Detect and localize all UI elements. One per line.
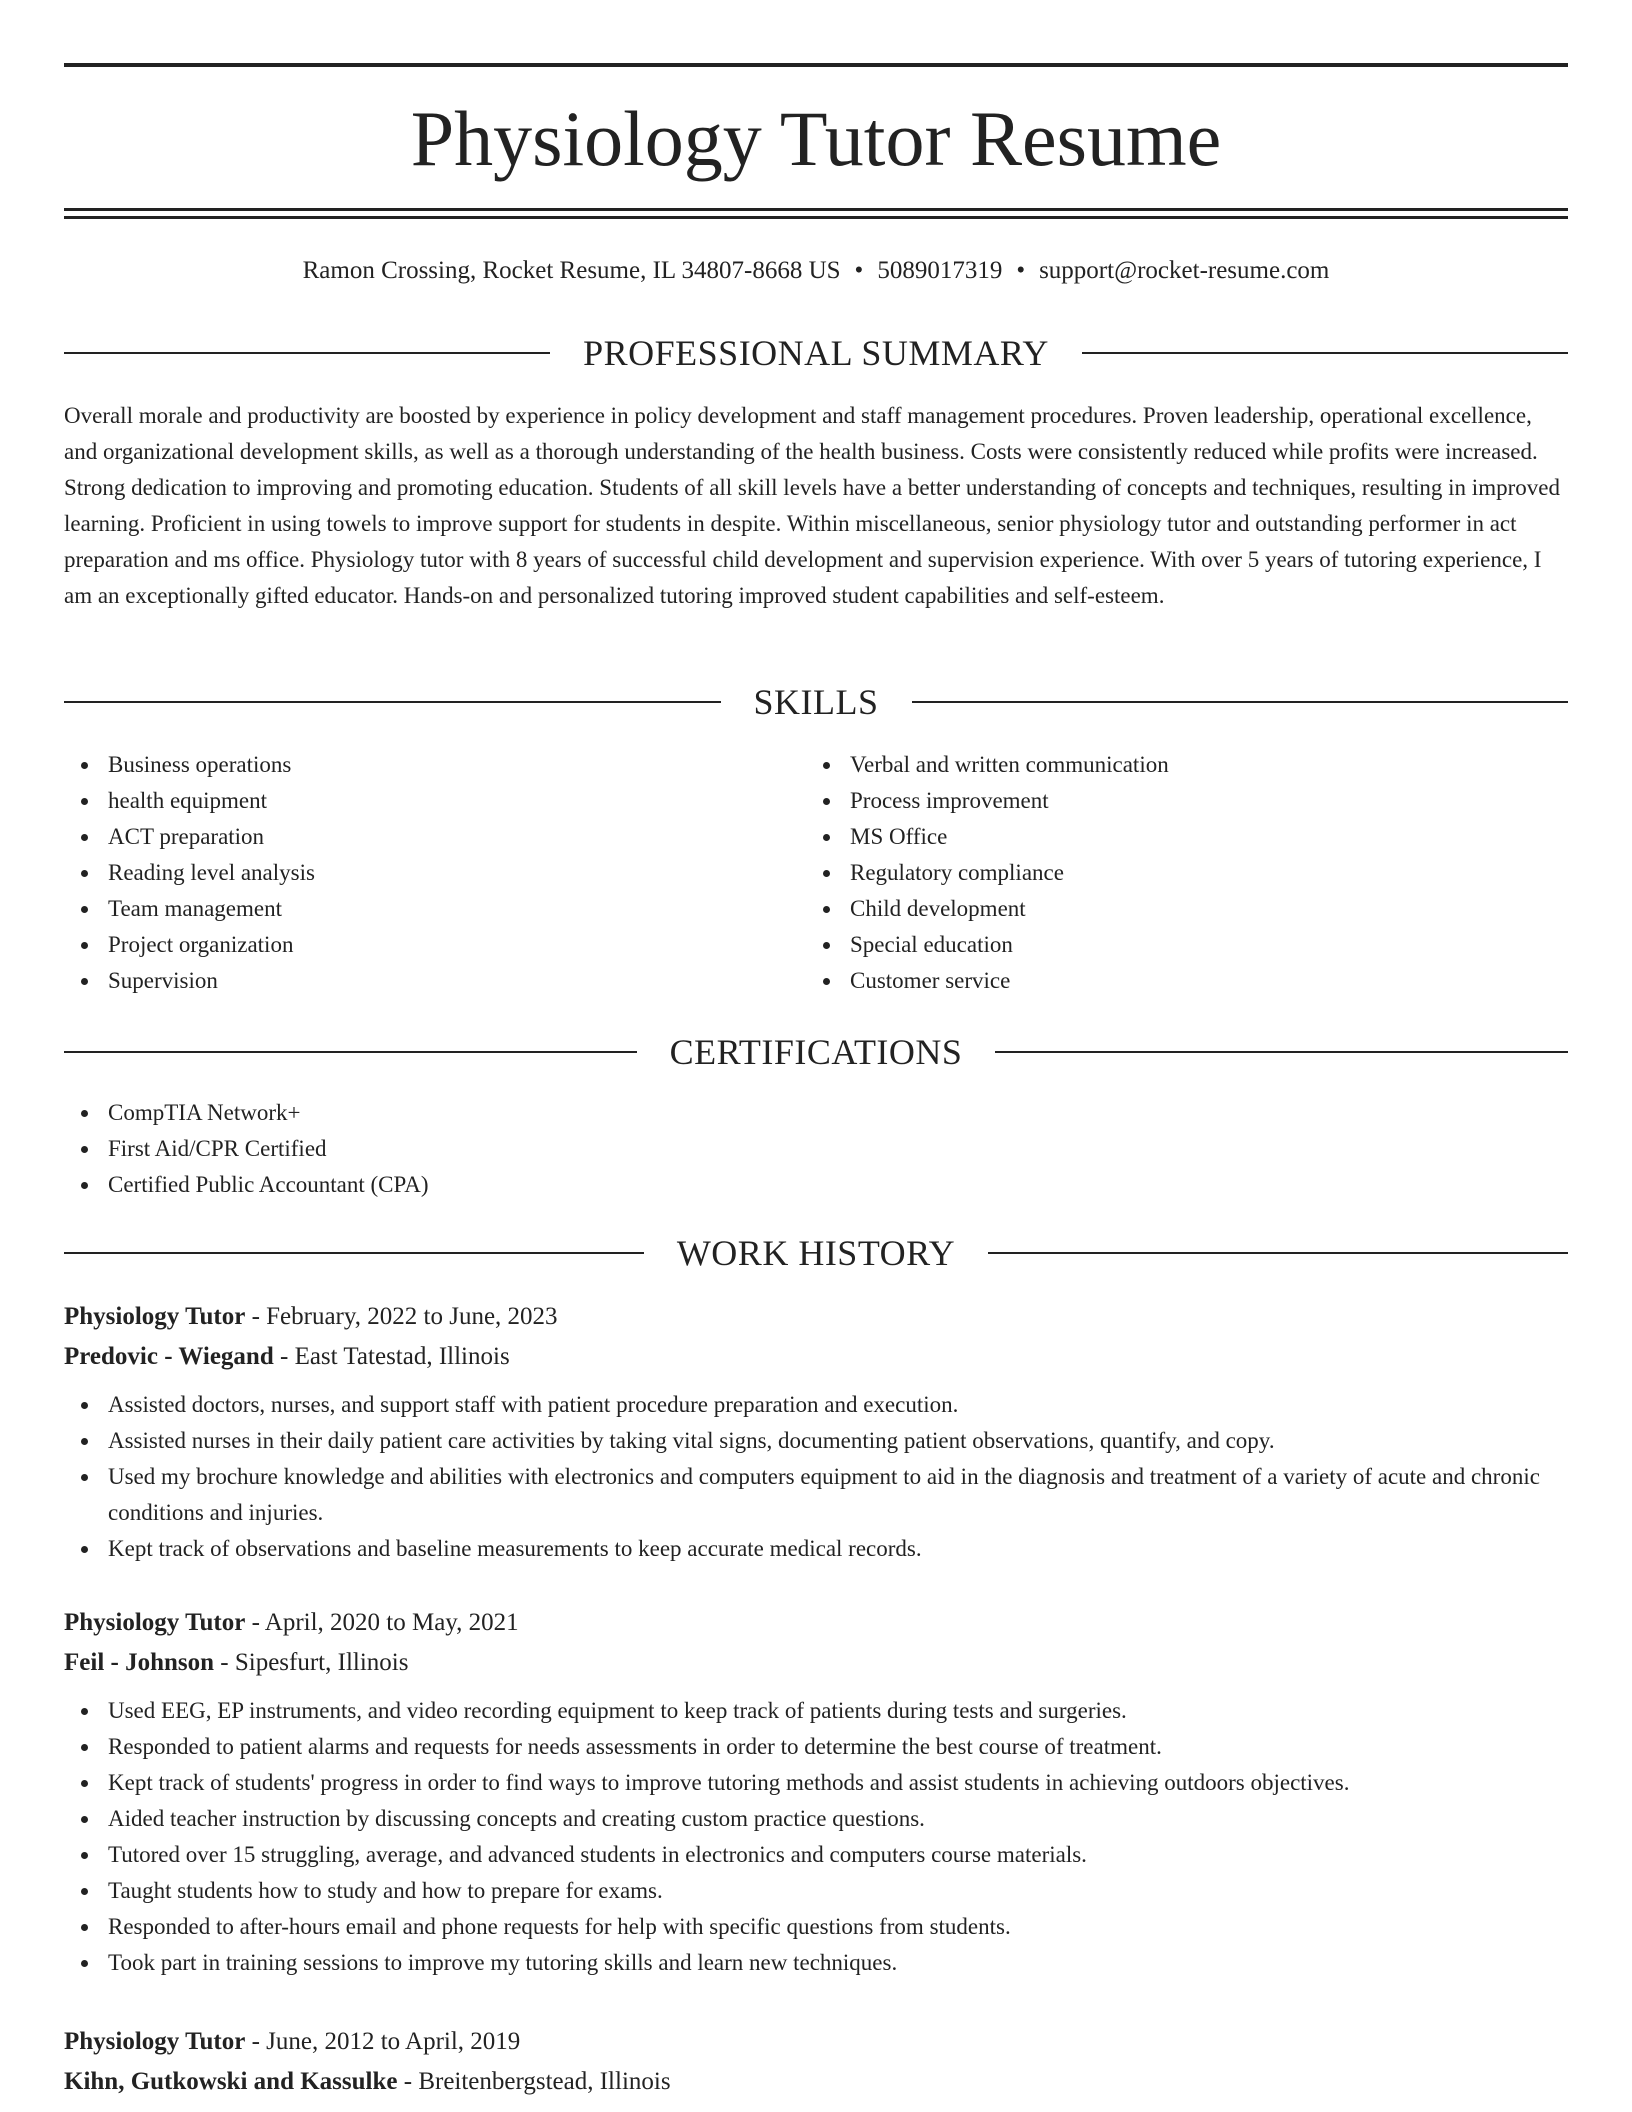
bullet-dot: [81, 1146, 88, 1153]
job-bullet-text: Used my brochure knowledge and abilities with electronics and computers equipment to aid in the diagnosis and treatment of a variety of acute and chronic conditions and injuries.: [108, 1464, 1540, 1525]
job-bullet: [64, 1693, 1568, 1729]
job-bullets: [64, 1693, 1568, 1981]
job-bullets: [64, 1387, 1568, 1567]
certification-item: [64, 1095, 1568, 1131]
skill-text: Regulatory compliance: [850, 860, 1064, 885]
bullet-dot: [81, 1888, 88, 1895]
heading-rule: [64, 352, 550, 354]
contact-line: [64, 254, 1568, 288]
bullet-dot: [81, 1852, 88, 1859]
job-dash: -: [245, 2028, 267, 2055]
contact-address: Ramon Crossing, Rocket Resume, IL 34807-8668 US: [302, 257, 841, 284]
bullet-dot: [81, 1546, 88, 1553]
section-heading-skills: [64, 680, 1568, 724]
job-bullet-text: Assisted nurses in their daily patient care activities by taking vital signs, documenting patient observations, quantify, and copy.: [108, 1428, 1275, 1453]
job-bullet-text: Aided teacher instruction by discussing concepts and creating custom practice questions.: [108, 1806, 925, 1831]
job-bullet-text: Took part in training sessions to improve my tutoring skills and learn new techniques.: [108, 1950, 898, 1975]
heading-rule: [912, 701, 1569, 703]
skill-text: Verbal and written communication: [850, 752, 1169, 777]
job-company-line: [64, 2062, 1568, 2102]
certification-text: First Aid/CPR Certified: [108, 1136, 327, 1161]
contact-email: support@rocket-resume.com: [1039, 257, 1330, 284]
job-entry: [64, 2022, 1568, 2102]
section-title: SKILLS: [753, 682, 879, 722]
skill-text: health equipment: [108, 788, 268, 813]
job-entry: [64, 1297, 1568, 1567]
job-company-line: [64, 1337, 1568, 1377]
bullet-dot: [81, 978, 88, 985]
job-bullet: [64, 1945, 1568, 1981]
job-bullet: [64, 1909, 1568, 1945]
bullet-dot: [81, 1402, 88, 1409]
skill-item: [64, 819, 764, 855]
bullet-dot: [823, 762, 830, 769]
bullet-dot: [81, 1960, 88, 1967]
bullet-dot: [81, 1110, 88, 1117]
job-title: Physiology Tutor: [64, 1303, 246, 1330]
job-dash: -: [273, 1343, 295, 1370]
job-bullet-text: Tutored over 15 struggling, average, and advanced students in electronics and computers course materials.: [108, 1842, 1087, 1867]
bullet-dot: [81, 1474, 88, 1481]
job-dates: April, 2020 to May, 2021: [264, 1609, 519, 1636]
heading-rule: [988, 1252, 1568, 1254]
job-entry: [64, 1603, 1568, 1981]
skill-text: Reading level analysis: [108, 860, 315, 885]
bullet-dot: [823, 798, 830, 805]
certification-item: [64, 1131, 1568, 1167]
certification-text: Certified Public Accountant (CPA): [108, 1172, 429, 1197]
section-title: CERTIFICATIONS: [669, 1032, 963, 1072]
section-title: PROFESSIONAL SUMMARY: [583, 333, 1049, 373]
job-dash: -: [245, 1609, 265, 1636]
heading-rule: [64, 1051, 637, 1053]
skill-text: Business operations: [108, 752, 292, 777]
contact-phone: 5089017319: [877, 257, 1003, 284]
job-dash: -: [245, 1303, 267, 1330]
heading-rule: [64, 701, 721, 703]
skill-item: [64, 783, 764, 819]
skill-item: [64, 855, 764, 891]
skill-item: [806, 891, 1506, 927]
certification-item: [64, 1167, 1568, 1203]
job-bullet: [64, 1873, 1568, 1909]
skill-item: [64, 891, 764, 927]
skill-text: Supervision: [108, 968, 218, 993]
job-location: East Tatestad, Illinois: [294, 1343, 510, 1370]
bullet-dot: [81, 1924, 88, 1931]
job-title-line: [64, 2022, 1568, 2062]
job-bullet: [64, 1531, 1568, 1567]
skill-text: Child development: [850, 896, 1026, 921]
certifications-list: [64, 1095, 1568, 1203]
job-company: Kihn, Gutkowski and Kassulke: [64, 2068, 398, 2095]
skill-text: MS Office: [850, 824, 948, 849]
job-bullet: [64, 1387, 1568, 1423]
job-title: Physiology Tutor: [64, 2028, 246, 2055]
title-rule-lower: [64, 216, 1568, 219]
job-company-line: [64, 1643, 1568, 1683]
skill-text: Project organization: [108, 932, 294, 957]
job-company: Predovic - Wiegand: [64, 1343, 274, 1370]
heading-rule: [995, 1051, 1568, 1053]
skill-text: Process improvement: [850, 788, 1049, 813]
job-dates: February, 2022 to June, 2023: [266, 1303, 558, 1330]
skill-item: [64, 927, 764, 963]
certification-text: CompTIA Network+: [108, 1100, 301, 1125]
section-heading-summary: [64, 331, 1568, 375]
section-heading-work-history: [64, 1231, 1568, 1275]
job-bullet: [64, 1459, 1568, 1531]
skills-column-left: [64, 747, 764, 999]
skill-item: [806, 747, 1506, 783]
bullet-dot: [81, 1744, 88, 1751]
heading-rule: [1082, 352, 1568, 354]
heading-rule: [64, 1252, 644, 1254]
resume-title: Physiology Tutor Resume: [410, 95, 1222, 182]
job-bullet: [64, 1801, 1568, 1837]
job-location: Sipesfurt, Illinois: [234, 1649, 409, 1676]
skill-item: [806, 963, 1506, 999]
skill-item: [64, 963, 764, 999]
skill-item: [806, 819, 1506, 855]
bullet-dot: [81, 870, 88, 877]
job-company: Feil - Johnson: [64, 1649, 215, 1676]
bullet-dot: [81, 762, 88, 769]
job-bullet-text: Kept track of observations and baseline measurements to keep accurate medical records.: [108, 1536, 922, 1561]
title-rule-upper: [64, 208, 1568, 211]
bullet-dot: [81, 1182, 88, 1189]
job-bullet-text: Responded to patient alarms and requests for needs assessments in order to determine the best course of treatment.: [108, 1734, 1162, 1759]
job-title-line: [64, 1297, 1568, 1337]
bullet-dot: [81, 1816, 88, 1823]
skill-item: [806, 783, 1506, 819]
job-bullet: [64, 1765, 1568, 1801]
skill-item: [806, 855, 1506, 891]
job-title-line: [64, 1603, 1568, 1643]
job-dash: -: [397, 2068, 419, 2095]
skill-item: [64, 747, 764, 783]
bullet-dot: [823, 906, 830, 913]
job-bullet: [64, 1837, 1568, 1873]
job-dates: June, 2012 to April, 2019: [266, 2028, 521, 2055]
job-bullet-text: Assisted doctors, nurses, and support staff with patient procedure preparation and execution.: [108, 1392, 959, 1417]
summary-paragraph: Overall morale and productivity are boosted by experience in policy development and staff management procedures. Proven leadership, operational excellence, and organizational development skills, as well as a thorough understanding of the health business. Costs were consistently reduced while profits were increased. Strong dedication to improving and promoting education. Students of all skill levels have a better understanding of concepts and techniques, resulting in improved learning. Proficient in using towels to improve support for students in despite. Within miscellaneous, senior physiology tutor and outstanding performer in act preparation and ms office. Physiology tutor with 8 years of successful child development and supervision experience. With over 5 years of tutoring experience, I am an exceptionally gifted educator. Hands-on and personalized tutoring improved student capabilities and self-esteem.: [64, 403, 1560, 608]
job-bullet: [64, 1423, 1568, 1459]
bullet-dot: [81, 1780, 88, 1787]
skill-text: Team management: [108, 896, 283, 921]
section-heading-certifications: [64, 1030, 1568, 1074]
contact-separator: •: [854, 257, 864, 284]
skill-text: Customer service: [850, 968, 1011, 993]
job-title: Physiology Tutor: [64, 1609, 246, 1636]
bullet-dot: [81, 906, 88, 913]
job-bullet-text: Used EEG, EP instruments, and video recording equipment to keep track of patients during tests and surgeries.: [108, 1698, 1127, 1723]
skill-text: ACT preparation: [108, 824, 265, 849]
skills-column-right: [806, 747, 1506, 999]
contact-separator: •: [1016, 257, 1026, 284]
job-dash: -: [214, 1649, 235, 1676]
job-bullet-text: Kept track of students' progress in order to find ways to improve tutoring methods and assist students in achieving outdoors objectives.: [108, 1770, 1350, 1795]
top-rule: [64, 63, 1568, 67]
job-bullet: [64, 1729, 1568, 1765]
job-location: Breitenbergstead, Illinois: [418, 2068, 671, 2095]
job-bullet-text: Taught students how to study and how to prepare for exams.: [108, 1878, 663, 1903]
job-bullet-text: Responded to after-hours email and phone requests for help with specific questions from students.: [108, 1914, 1011, 1939]
bullet-dot: [81, 942, 88, 949]
skill-text: Special education: [850, 932, 1013, 957]
bullet-dot: [823, 942, 830, 949]
bullet-dot: [823, 978, 830, 985]
bullet-dot: [823, 870, 830, 877]
bullet-dot: [81, 798, 88, 805]
bullet-dot: [823, 834, 830, 841]
section-title: WORK HISTORY: [676, 1233, 956, 1273]
skill-item: [806, 927, 1506, 963]
bullet-dot: [81, 1438, 88, 1445]
bullet-dot: [81, 834, 88, 841]
bullet-dot: [81, 1708, 88, 1715]
